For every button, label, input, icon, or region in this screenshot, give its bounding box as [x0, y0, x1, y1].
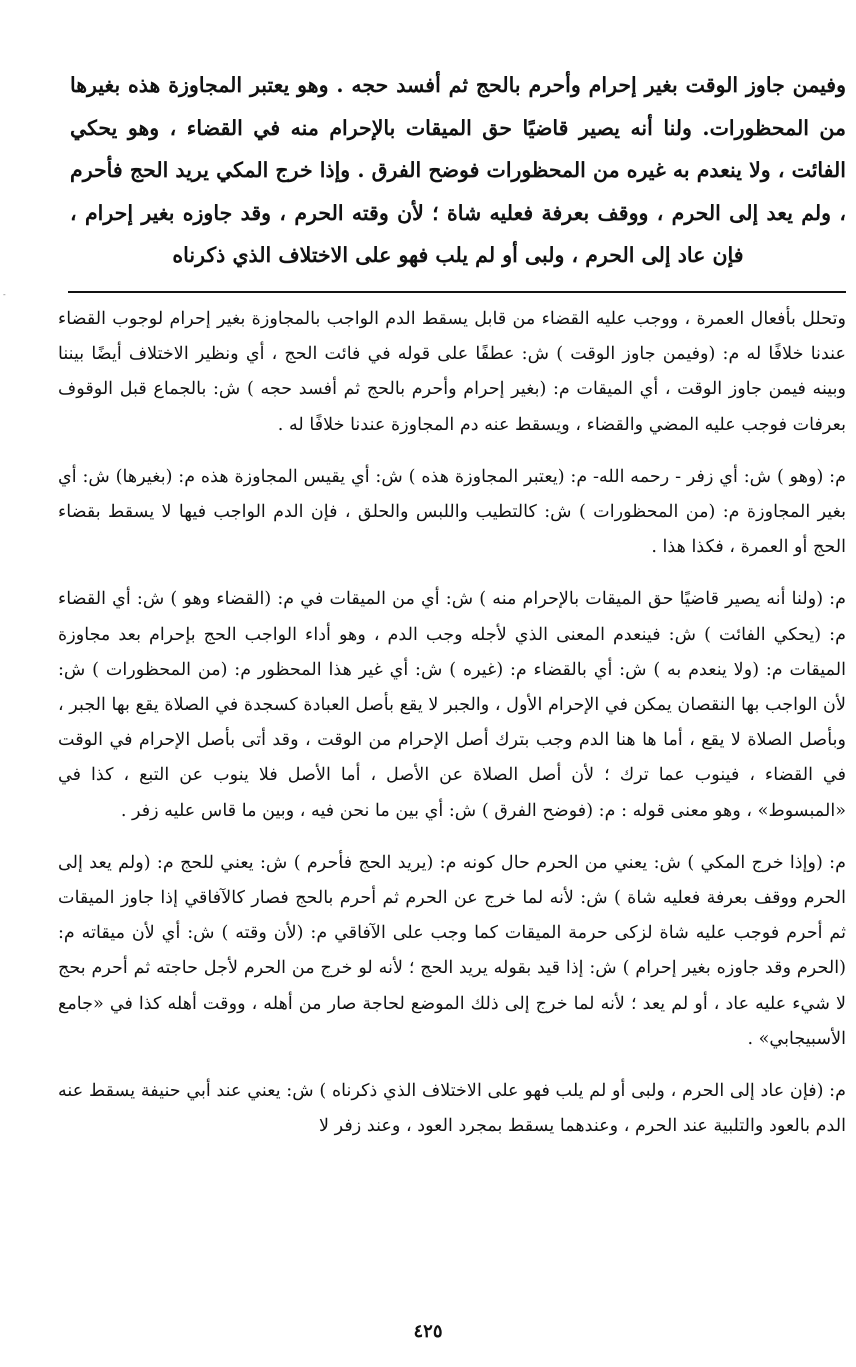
matn-text-block — [70, 64, 846, 277]
page-number: ٤٢٥ — [413, 1321, 443, 1342]
sharh-commentary-block — [58, 302, 846, 1144]
separator-rule — [68, 291, 846, 293]
sharh-paragraph-3: م: (ولنا أنه يصير قاضيًا حق الميقات بالإحرام منه ) ش: أي من الميقات في م: (القضاء وهو ) ش: أي القضاء م: (يحكي الفائت ) ش: فينعدم المعنى الذي لأجله وجب الدم ، وهو أداء الواجب الحج بإحرام بعد مجاوزة الميقات م: (ولا ينعدم به ) ش: أي بالقضاء م: (غيره ) ش: أي غير هذا المحظور م: (من المحظورات ) ش: لأن الواجب بها النقصان يمكن في الإحرام الأول ، والجبر لا يقع بأصل العبادة كسجدة في الصلاة يقع بها الجبر ، وبأصل الصلاة لا يقع ، أما ها هنا الدم وجب بترك أصل الإحرام من الوقت ، وقد أتى بأصل الإحرام في الوقت في القضاء ، فينوب عما ترك ؛ لأن أصل الصلاة عن الأصل ، أما الأصل فلا ينوب عن التبع ، كذا في «المبسوط» ، وهو معنى قوله : م: (فوضح الفرق ) ش: أي بين ما نحن فيه ، وبين ما قاس عليه زفر . — [58, 589, 846, 821]
sharh-paragraph-2: م: (وهو ) ش: أي زفر - رحمه الله- م: (يعتبر المجاوزة هذه ) ش: أي يقيس المجاوزة هذه م: (بغيرها) ش: أي بغير المجاوزة م: (من المحظورات ) ش: كالتطيب واللبس والحلق ، فإن الدم الواجب فيها لا يسقط بقضاء الحج أو العمرة ، فكذا هذا . — [58, 466, 846, 558]
margin-mark: - — [3, 290, 6, 299]
matn-paragraph: وفيمن جاوز الوقت بغير إحرام وأحرم بالحج ثم أفسد حجه . وهو يعتبر المجاوزة هذه بغيرها من المحظورات. ولنا أنه يصير قاضيًا حق الميقات بالإحرام منه في القضاء ، وهو يحكي الفائت ، ولا ينعدم به غيره من المحظورات فوضح الفرق . وإذا خرج المكي يريد الحج فأحرم ، ولم يعد إلى الحرم ، ووقف بعرفة فعليه شاة ؛ لأن وقته الحرم ، وقد جاوزه بغير إحرام ، فإن عاد إلى الحرم ، ولبى أو لم يلب فهو على الاختلاف الذي ذكرناه — [70, 73, 846, 267]
sharh-paragraph-5: م: (فإن عاد إلى الحرم ، ولبى أو لم يلب فهو على الاختلاف الذي ذكرناه ) ش: يعني عند أبي حنيفة يسقط عنه الدم بالعود والتلبية عند الحرم ، وعندهما يسقط بمجرد العود ، وعند زفر لا — [58, 1081, 846, 1137]
sharh-paragraph-4: م: (وإذا خرج المكي ) ش: يعني من الحرم حال كونه م: (يريد الحج فأحرم ) ش: يعني للحج م: (ولم يعد إلى الحرم ووقف بعرفة فعليه شاة ) ش: لأنه لما خرج عن الحرم ثم أحرم بالحج فصار كالآفاقي إذا جاوز الميقات ثم أحرم فوجب عليه شاة لزكى حرمة الميقات كما وجب على الآفاقي م: (لأن وقته ) ش: أي لأن ميقاته م: (الحرم وقد جاوزه بغير إحرام ) ش: إذا قيد بقوله يريد الحج ؛ لأنه لو خرج من الحرم لأجل حاجته ثم أحرم بحج لا شيء عليه عاد ، أو لم يعد ؛ لأنه لما خرج إلى ذلك الموضع لحاجة صار من أهله ، ووقت أهله كذا في «جامع الأسبيجابي» . — [58, 852, 846, 1049]
sharh-paragraph-1: وتحلل بأفعال العمرة ، ووجب عليه القضاء من قابل يسقط الدم الواجب بالمجاوزة بغير إحرام لوجوب القضاء عندنا خلافًا له م: (وفيمن جاوز الوقت ) ش: عطفًا على قوله في فائت الحج ، أي ونظير الاختلاف أيضًا بيننا وبينه فيمن جاوز الوقت ، أي الميقات م: (بغير إحرام وأحرم بالحج ثم أفسد حجه ) ش: بالجماع قبل الوقوف بعرفات فوجب عليه المضي والقضاء ، ويسقط عنه دم المجاوزة عندنا خلافًا له . — [58, 309, 846, 435]
